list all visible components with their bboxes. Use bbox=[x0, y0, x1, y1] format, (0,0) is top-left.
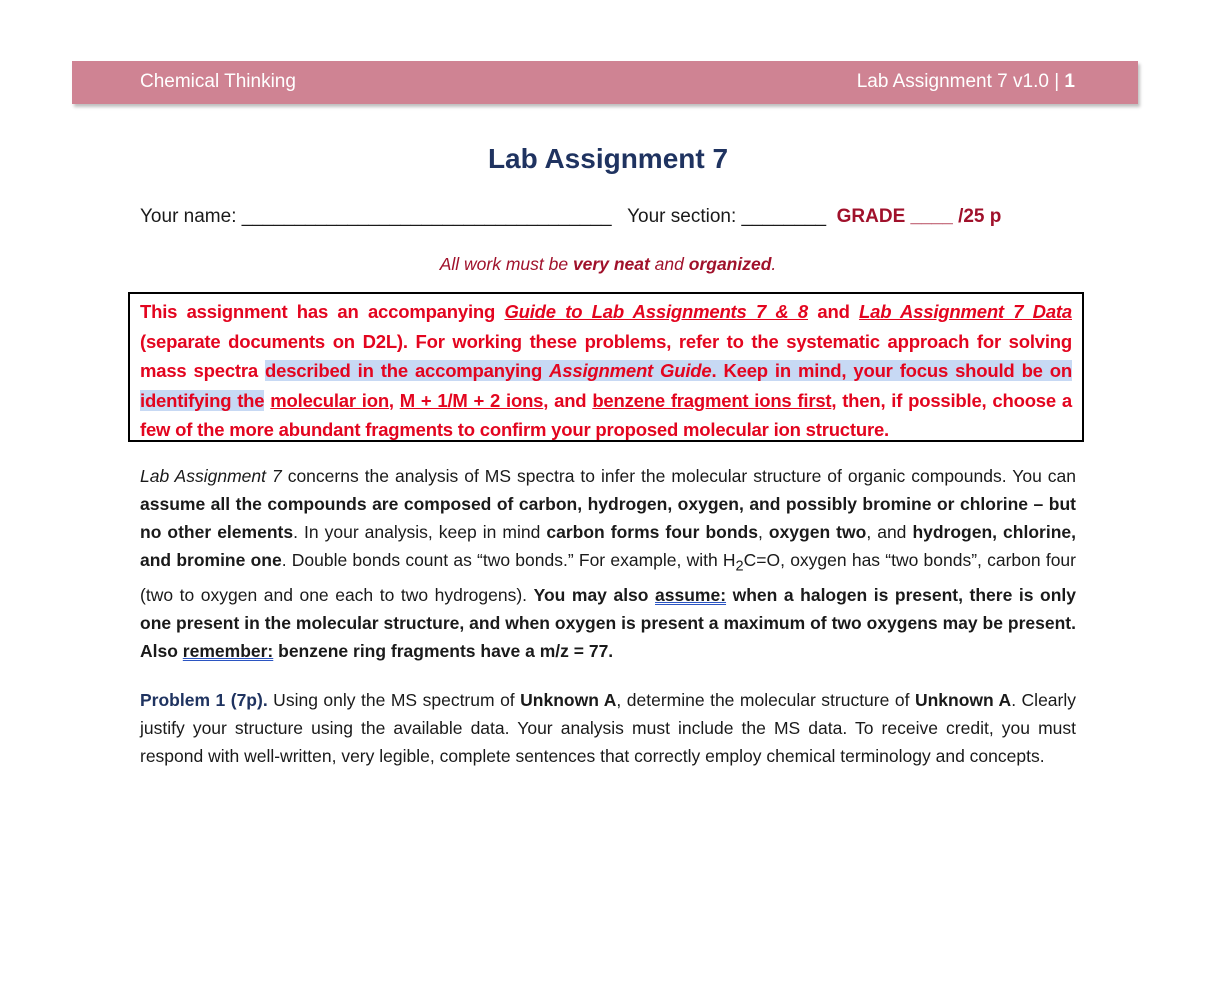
problem-1 bbox=[140, 686, 1076, 770]
notice-text: , and bbox=[543, 389, 593, 411]
unknown-a: Unknown A bbox=[520, 690, 617, 710]
intro-bold: assume all the compounds are composed of carbon, hydrogen, oxygen, and possibly bromine or chlorine – but no other elements bbox=[140, 494, 1076, 542]
intro-text: concerns the analysis of MS spectra to infer the molecular structure of organic compounds. You can bbox=[281, 466, 1077, 486]
data-link[interactable]: Lab Assignment 7 Data bbox=[859, 301, 1072, 322]
assignment-version-label: Lab Assignment 7 v1.0 | bbox=[856, 71, 1065, 92]
subscript: 2 bbox=[735, 558, 744, 575]
guide-link[interactable]: Guide to Lab Assignments 7 & 8 bbox=[504, 301, 809, 322]
assignment-ref: Lab Assignment 7 bbox=[140, 466, 282, 486]
problem-text: . Clearly justify your structure using the available data. Your analysis must include the MS data. To receive credit, you must respond with well-written, very legible, complete sentences that correctly employ chemical terminology and concepts. bbox=[140, 690, 1077, 766]
unknown-a: Unknown A bbox=[914, 690, 1012, 710]
student-info-row bbox=[140, 206, 1100, 228]
notice-text: , bbox=[388, 389, 400, 411]
intro-bold: oxygen two bbox=[768, 522, 867, 542]
intro-text: , bbox=[757, 522, 769, 542]
intro-bold: carbon forms four bonds bbox=[546, 522, 758, 542]
intro-text: . Double bonds count as “two bonds.” For example, with H bbox=[281, 550, 736, 570]
neatness-note bbox=[0, 254, 1216, 275]
page-header bbox=[72, 61, 1138, 104]
assignment-guide-ref: Assignment Guide bbox=[549, 360, 712, 381]
section-field[interactable]: Your section: ________ bbox=[627, 206, 827, 227]
intro-bold: hydrogen, chlorine, and bromine one bbox=[140, 522, 1076, 570]
assignment-version bbox=[857, 71, 1075, 93]
page-title: Lab Assignment 7 bbox=[487, 143, 729, 174]
name-field[interactable]: Your name: ___________________________________ bbox=[140, 206, 612, 227]
problem-text: , determine the molecular structure of bbox=[616, 690, 915, 710]
intro-text: , and bbox=[866, 522, 913, 542]
notice-text: (separate documents on D2L). For working these problems, refer to the systematic approach for solving mass spectra bbox=[140, 330, 1072, 381]
notice-text: and bbox=[808, 301, 860, 322]
organized-emphasis: organized bbox=[688, 254, 772, 274]
neat-text: and bbox=[649, 254, 689, 274]
intro-paragraph bbox=[140, 462, 1076, 665]
grade-field: GRADE ____ /25 p bbox=[836, 206, 1002, 227]
intro-text: C=O, oxygen has “two bonds”, carbon four (two to oxygen and one each to two hydrogens). bbox=[140, 550, 1076, 605]
course-title: Chemical Thinking bbox=[140, 71, 296, 92]
problem-label: Problem 1 (7p). bbox=[140, 690, 268, 710]
notice-text: , then, if possible, choose a few of the more abundant fragments to confirm your proposed molecular ion structure. bbox=[140, 389, 1072, 440]
intro-bold: benzene ring fragments have a m/z = 77. bbox=[273, 640, 614, 661]
notice-text: This assignment has an accompanying bbox=[140, 301, 505, 322]
problem-text: Using only the MS spectrum of bbox=[267, 690, 521, 710]
page-number: 1 bbox=[1064, 71, 1075, 92]
notice-text: described in the accompanying bbox=[265, 360, 550, 381]
intro-text: . In your analysis, keep in mind bbox=[293, 522, 547, 542]
intro-bold: remember: bbox=[182, 640, 274, 661]
neat-text: . bbox=[771, 254, 777, 274]
intro-bold: assume: bbox=[655, 584, 727, 605]
neat-emphasis: very neat bbox=[572, 254, 650, 274]
notice-text: . Keep in mind, your focus should be on identifying the bbox=[140, 360, 1073, 411]
notice-box bbox=[128, 292, 1084, 442]
m-ions-term: M + 1/M + 2 ions bbox=[399, 389, 544, 411]
intro-bold: You may also bbox=[533, 584, 656, 605]
neat-text: All work must be bbox=[439, 254, 573, 274]
benzene-term: benzene fragment ions first bbox=[592, 389, 832, 411]
intro-bold: when a halogen is present, there is only one present in the molecular structure, and when oxygen is present a maximum of two oxygens may be present. Also bbox=[140, 584, 1076, 661]
molecular-ion-term: molecular ion bbox=[270, 389, 389, 411]
